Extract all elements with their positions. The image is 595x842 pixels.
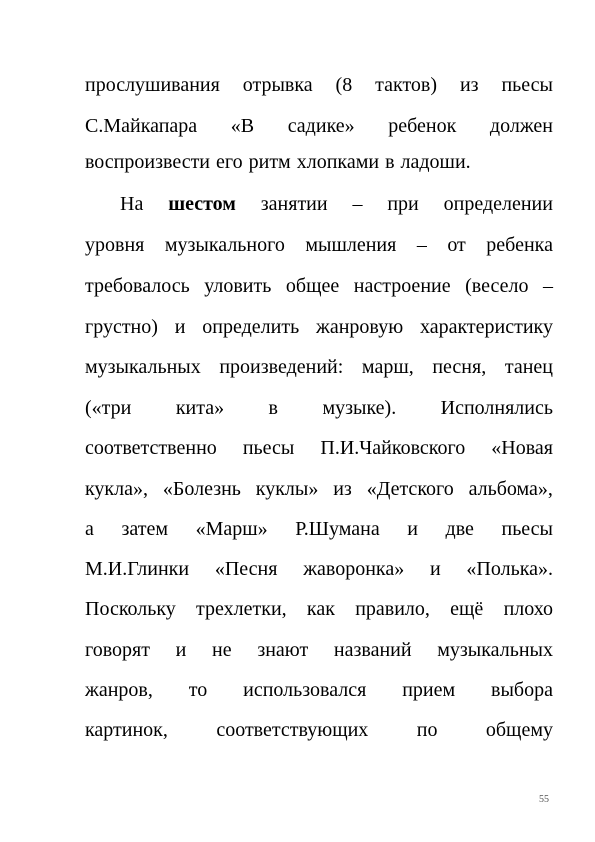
word: грустно) <box>85 316 158 338</box>
word: ритм <box>248 151 291 173</box>
word: Исполнялись <box>440 397 553 419</box>
word: в <box>268 397 278 419</box>
word: На <box>120 193 144 215</box>
word: музыкальных <box>85 356 201 378</box>
word: кита» <box>175 397 225 419</box>
word: воспроизвести <box>85 151 211 173</box>
word: П.И.Чайковского <box>320 437 466 459</box>
word: знают <box>257 639 309 661</box>
word: а <box>85 518 94 540</box>
word: – <box>352 193 363 215</box>
word: общему <box>485 719 553 741</box>
word: две <box>445 518 474 540</box>
word: не <box>212 639 232 661</box>
word: и <box>174 316 186 338</box>
word: (8 <box>335 74 353 96</box>
word: жаворонка» <box>303 558 405 580</box>
word: соответствующих <box>216 719 369 741</box>
word: уровня <box>85 234 145 256</box>
word: «Песня <box>214 558 278 580</box>
word: ребенка <box>486 234 553 256</box>
word: должен <box>489 115 553 137</box>
word: затем <box>121 518 168 540</box>
page-number: 55 <box>539 794 549 805</box>
word: трехлетки, <box>196 598 287 620</box>
word: музыкальных <box>437 639 553 661</box>
paragraph-first-line <box>120 192 553 216</box>
word: отрывка <box>242 74 313 96</box>
text-line <box>85 150 553 174</box>
text-line <box>85 517 553 541</box>
word: пьесы <box>501 518 553 540</box>
word: занятии <box>260 193 328 215</box>
word: хлопками <box>296 151 380 173</box>
word: – <box>416 234 427 256</box>
word: то <box>188 679 208 701</box>
word: прослушивания <box>85 74 220 96</box>
text-line <box>85 638 553 662</box>
word: садике» <box>287 115 355 137</box>
word: из <box>459 74 479 96</box>
word: «Новая <box>491 437 553 459</box>
text-line <box>85 597 553 621</box>
word: и <box>429 558 441 580</box>
word: «Марш» <box>195 518 268 540</box>
word: его <box>216 151 243 173</box>
word: в <box>385 151 395 173</box>
text-line <box>85 73 553 97</box>
text-line <box>85 678 553 702</box>
word: (весело <box>465 275 529 297</box>
word: правило, <box>355 598 430 620</box>
word: как <box>306 598 335 620</box>
word: характеристику <box>419 316 553 338</box>
word: пьесы <box>501 74 553 96</box>
word: («три <box>85 397 132 419</box>
text-line <box>85 718 553 742</box>
word: определить <box>202 316 300 338</box>
word: музыке). <box>322 397 397 419</box>
word: выбора <box>491 679 553 701</box>
word: и <box>175 639 187 661</box>
word: «В <box>230 115 255 137</box>
word: картинок, <box>85 719 168 741</box>
word: требовалось <box>85 275 190 297</box>
word: жанровую <box>316 316 404 338</box>
word: «Детского <box>366 478 454 500</box>
word: от <box>447 234 466 256</box>
word: произведений: <box>219 356 344 378</box>
word: мышления <box>305 234 397 256</box>
text-line <box>85 233 553 257</box>
text-line <box>85 114 553 138</box>
text-line <box>85 396 553 420</box>
word: соответственно <box>85 437 217 459</box>
word: куклы» <box>255 478 319 500</box>
word: ещё <box>450 598 484 620</box>
word: и <box>407 518 418 540</box>
text-line <box>85 436 553 460</box>
word: кукла», <box>85 478 149 500</box>
word: при <box>387 193 419 215</box>
word: использовался <box>243 679 367 701</box>
word: ребенок <box>388 115 457 137</box>
word: из <box>333 478 352 500</box>
word: – <box>542 275 553 297</box>
text-line <box>85 557 553 581</box>
word: песня, <box>432 356 487 378</box>
text-line <box>85 315 553 339</box>
word: «Полька». <box>466 558 553 580</box>
word: Р.Шумана <box>295 518 380 540</box>
word: определении <box>443 193 553 215</box>
word: уловить <box>204 275 272 297</box>
word: названий <box>333 639 412 661</box>
word: танец <box>504 356 553 378</box>
word: «Болезнь <box>162 478 241 500</box>
word: прием <box>402 679 456 701</box>
text-line <box>85 355 553 379</box>
word: марш, <box>361 356 414 378</box>
word: альбома», <box>468 478 553 500</box>
word: С.Майкапара <box>85 115 198 137</box>
word: настроение <box>353 275 451 297</box>
word: пьесы <box>242 437 295 459</box>
text-line <box>85 477 553 501</box>
word: тактов) <box>375 74 438 96</box>
word: жанров, <box>85 679 153 701</box>
word: музыкального <box>164 234 285 256</box>
word: по <box>416 719 438 741</box>
word: плохо <box>503 598 553 620</box>
text-line <box>85 274 553 298</box>
word: говорят <box>85 639 150 661</box>
word: Поскольку <box>85 598 176 620</box>
emphasized-word: шестом <box>168 193 236 215</box>
word: М.И.Глинки <box>85 558 190 580</box>
word: общее <box>285 275 340 297</box>
word: ладоши. <box>400 151 471 173</box>
